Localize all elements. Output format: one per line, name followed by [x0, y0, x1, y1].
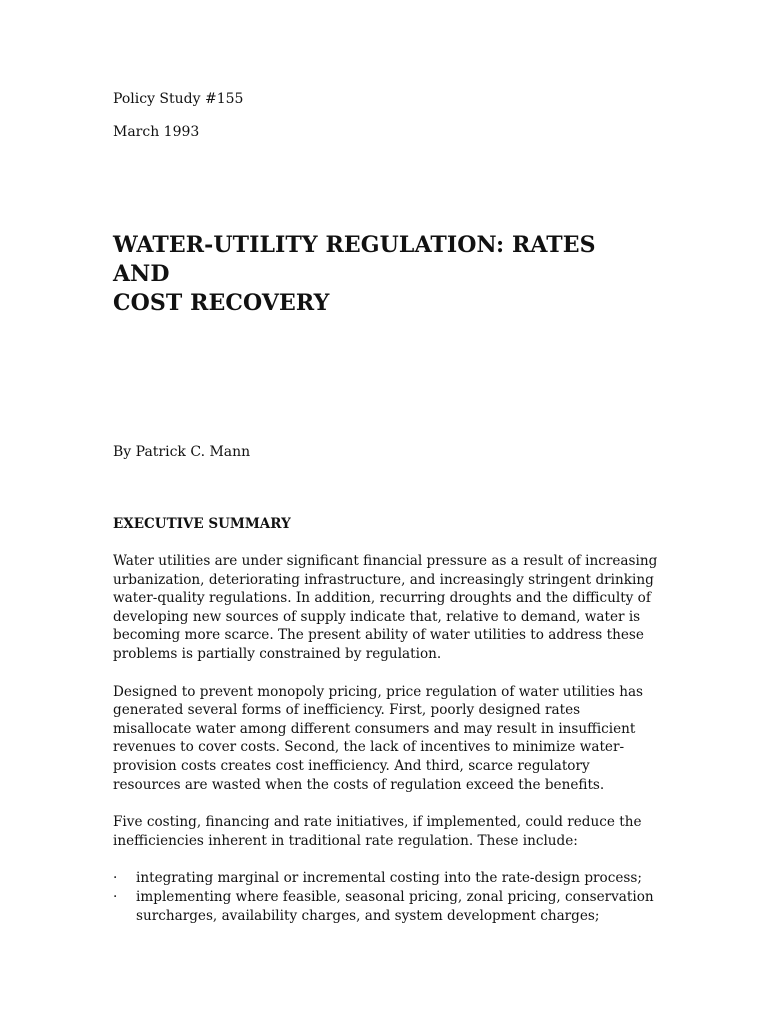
summary-paragraph-3: Five costing, financing and rate initiatives, if implemented, could reduce the inefficiencies inherent in traditional rate regulation. These include:	[113, 814, 642, 849]
initiatives-list	[113, 869, 658, 925]
title-line-2: COST RECOVERY	[113, 290, 330, 316]
author-byline: By Patrick C. Mann	[113, 444, 251, 460]
publication-date: March 1993	[113, 124, 200, 140]
list-item	[113, 869, 658, 888]
summary-paragraph-2: Designed to prevent monopoly pricing, price regulation of water utilities has generated several forms of inefficiency. First, poorly designed rates misallocate water among different consumers and may result in insufficient revenues to cover costs. Second, the lack of incentives to minimize water-provision costs creates cost inefficiency. And third, scarce regulatory resources are wasted when the costs of regulation exceed the benefits.	[113, 683, 644, 793]
list-item-text: integrating marginal or incremental costing into the rate-design process;	[136, 870, 642, 887]
list-item-text: implementing where feasible, seasonal pricing, zonal pricing, conservation surcharges, availability charges, and system development charges;	[136, 888, 654, 924]
summary-paragraph-1: Water utilities are under significant financial pressure as a result of increasing urbanization, deteriorating infrastructure, and increasingly stringent drinking water-quality regulations. In addition, recurring droughts and the difficulty of developing new sources of supply indicate that, relative to demand, water is becoming more scarce. The present ability of water utilities to address these problems is partially constrained by regulation.	[113, 553, 658, 662]
bullet-icon: ·	[113, 888, 118, 905]
executive-summary-heading: EXECUTIVE SUMMARY	[113, 516, 291, 532]
list-item	[113, 888, 658, 925]
title-line-1: WATER-UTILITY REGULATION: RATES AND	[113, 232, 596, 287]
policy-study-number: Policy Study #155	[113, 91, 244, 107]
document-page	[113, 90, 658, 925]
bullet-icon: ·	[113, 870, 118, 887]
document-title	[113, 231, 658, 318]
